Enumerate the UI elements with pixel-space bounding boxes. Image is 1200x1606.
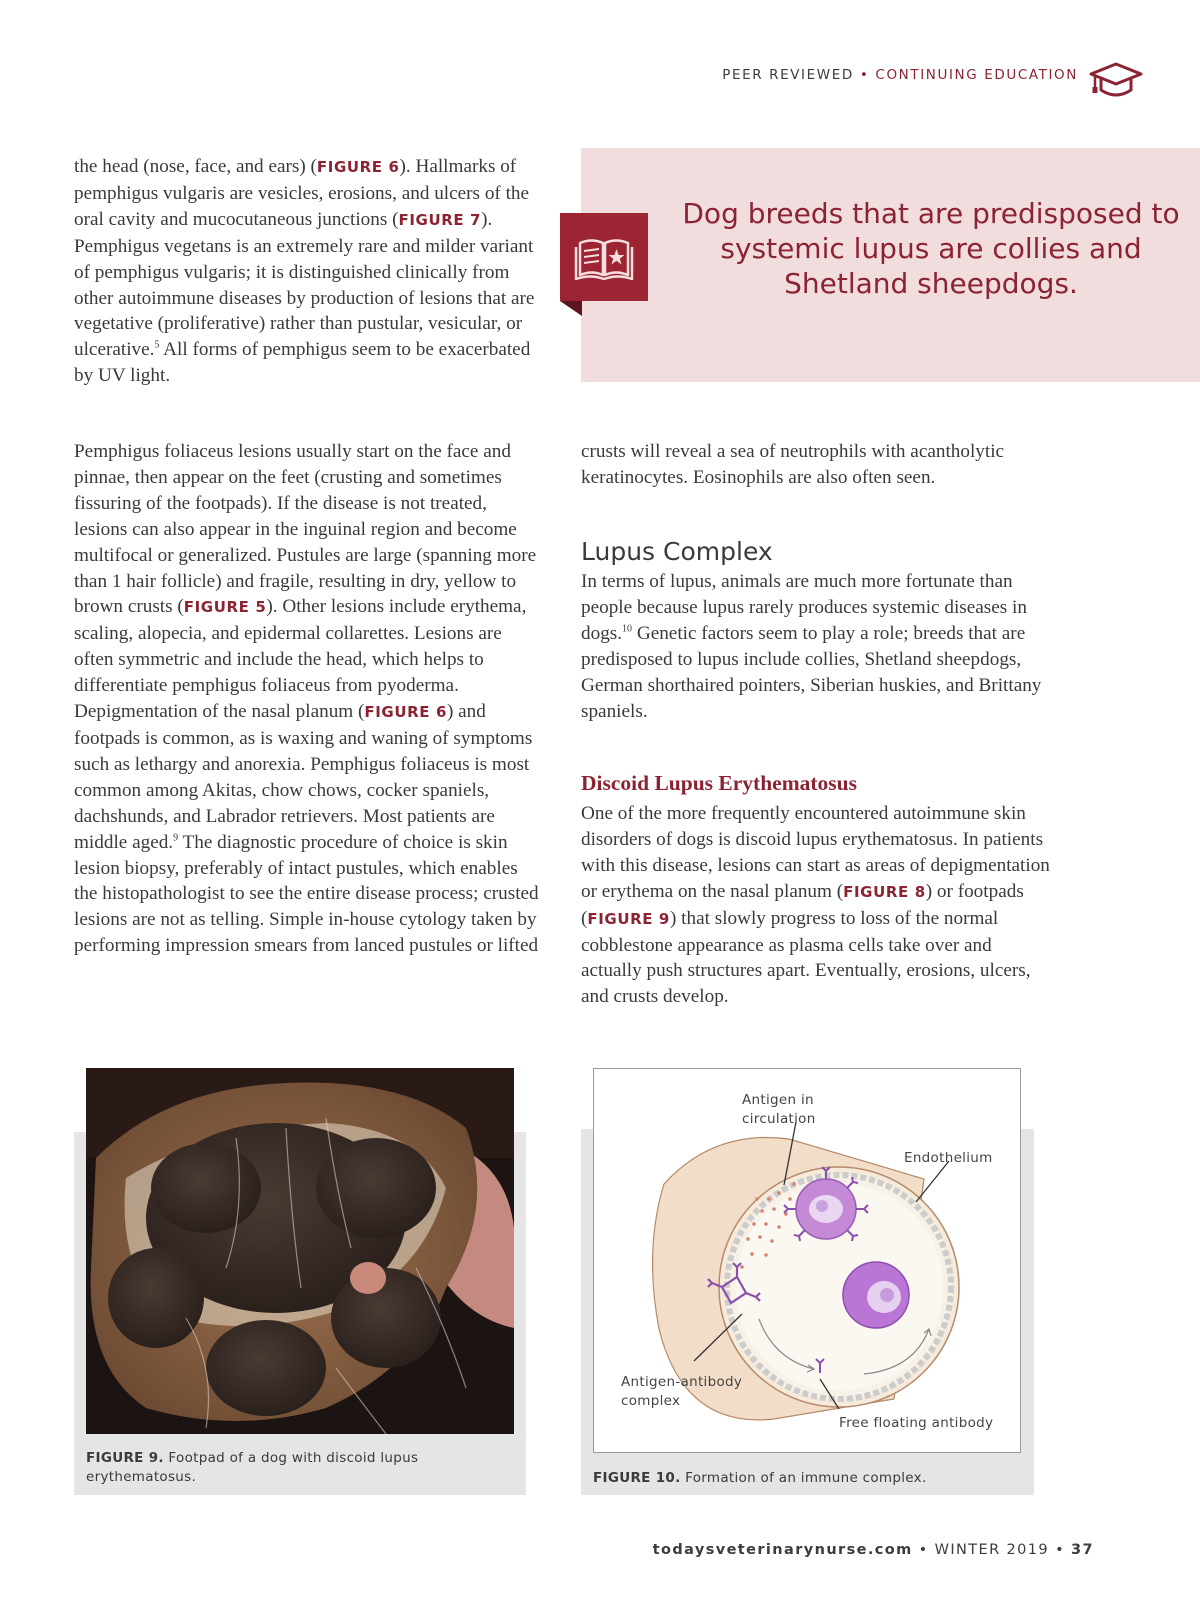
figure10-label: FIGURE 10. [593, 1470, 681, 1486]
label-antigen-antibody-complex [621, 1373, 742, 1411]
body-paragraph-discoid-lupus [581, 801, 1051, 1010]
pull-quote-badge [560, 213, 648, 301]
header-separator: • [859, 67, 870, 83]
label-complex-line2: complex [621, 1393, 681, 1409]
figure-reference: FIGURE 6 [316, 158, 400, 176]
text-run: Genetic factors seem to play a role; breeds that are predisposed to lupus include collies, Shetland sheepdogs, German shorthaired pointers, Siberian huskies, and Brittany spaniels. [581, 622, 1042, 722]
citation-superscript: 10 [622, 623, 633, 635]
footer-separator: • [918, 1542, 929, 1558]
text-run: the head (nose, face, and ears) ( [74, 156, 317, 177]
figure-reference: FIGURE 6 [364, 703, 447, 722]
graduation-cap-icon [1088, 60, 1144, 100]
page-footer [653, 1542, 1094, 1558]
text-run: ). Hallmarks of pemphigus vulgaris are vesicles, erosions, and ulcers of the oral cavity and mucocutaneous junctions ( [74, 156, 530, 230]
text-run: crusts will reveal a sea of neutrophils with acantholytic keratinocytes. Eosinophils are also often seen. [581, 441, 1005, 488]
text-run: All forms of pemphigus seem to be exacerbated by UV light. [74, 339, 531, 387]
text-run: One of the more frequently encountered autoimmune skin disorders of dogs is discoid lupus erythematosus. In patients with this disease, lesions can start as areas of depigmentation or erythema on the nasal planum ( [581, 803, 1050, 902]
text-run: ). Other lesions include erythema, scaling, alopecia, and epidermal collarettes. Lesions are often symmetric and include the head, which helps to differentiate pemphigus foliaceus from pyoderma. Depigmentation of the nasal planum ( [74, 596, 527, 723]
body-paragraph-pemphigus-vulgaris [74, 154, 544, 389]
pull-quote-badge-fold [560, 301, 582, 316]
pull-quote-box [581, 148, 1200, 382]
body-paragraph-crusts [581, 439, 1051, 491]
citation-superscript: 9 [173, 832, 179, 844]
text-run: Pemphigus foliaceus lesions usually start on the face and pinnae, then appear on the feet (crusting and sometimes fissuring of the footpads). If the disease is not treated, lesions can also appear in the inguinal region and become multifocal or generalized. Pustules are large (spanning more than 1 hair follicle) and fragile, resulting in dry, yellow to brown crusts ( [74, 441, 537, 618]
citation-superscript: 5 [154, 339, 160, 351]
footer-issue: WINTER 2019 [934, 1542, 1050, 1558]
figure9-caption-text: Footpad of a dog with discoid lupus erythematosus. [86, 1450, 419, 1485]
label-antigen-line1: Antigen in [742, 1092, 814, 1108]
peer-reviewed-label: PEER REVIEWED [722, 67, 854, 83]
footer-separator: • [1055, 1542, 1066, 1558]
text-run: ) and footpads is common, as is waxing and waning of symptoms such as lethargy and anorexia. Pemphigus foliaceus is most common among Akitas, chow chows, cocker spaniels, dachshunds, and Labrador retrievers. Most patients are middle aged. [74, 701, 533, 853]
label-antigen-line2: circulation [742, 1111, 816, 1127]
figure-reference: FIGURE 8 [843, 882, 926, 901]
label-complex-line1: Antigen-antibody [621, 1374, 743, 1390]
figure9-caption [86, 1449, 506, 1487]
figure10-diagram [593, 1068, 1021, 1453]
text-run: ) that slowly progress to loss of the normal cobblestone appearance as plasma cells take over and actually push structures apart. Eventually, erosions, ulcers, and crusts develop. [581, 907, 1031, 1008]
label-free-floating-antibody: Free floating antibody [839, 1415, 994, 1431]
label-endothelium: Endothelium [904, 1150, 993, 1166]
section-heading-lupus-complex: Lupus Complex [581, 537, 773, 566]
figure-reference: FIGURE 9 [587, 909, 670, 928]
text-run: ) or footpads ( [581, 880, 1024, 929]
figure10-caption [593, 1469, 1023, 1488]
page-header [0, 60, 1200, 100]
figure-reference: FIGURE 5 [183, 598, 267, 617]
figure-reference: FIGURE 7 [398, 210, 482, 229]
header-label [722, 67, 1078, 83]
text-run: ). Pemphigus vegetans is an extremely rare and milder variant of pemphigus vulgaris; it is distinguished clinically from other autoimmune diseases by production of lesions that are vegetative (proliferative) rather than pustular, vesicular, or ulcerative. [74, 208, 535, 361]
dog-footpad-photo [86, 1068, 514, 1434]
text-run: The diagnostic procedure of choice is skin lesion biopsy, preferably of intact pustules, which enables the histopathologist to see the entire disease process; crusted lesions are not as telling. Simple in-house cytology taken by performing impression smears from lanced pustules or lifted [74, 831, 539, 957]
pull-quote-text: Dog breeds that are predisposed to systemic lupus are collies and Shetland sheepdogs. [682, 197, 1180, 300]
continuing-education-label: CONTINUING EDUCATION [875, 67, 1078, 83]
page-number: 37 [1071, 1542, 1094, 1558]
figure9-label: FIGURE 9. [86, 1450, 164, 1466]
label-antigen-in-circulation [742, 1091, 816, 1129]
section-heading-discoid-lupus: Discoid Lupus Erythematosus [581, 771, 857, 795]
text-run: In terms of lupus, animals are much more fortunate than people because lupus rarely produces systemic diseases in dogs. [581, 571, 1027, 644]
body-paragraph-pemphigus-foliaceus [74, 439, 544, 959]
footer-site: todaysveterinarynurse.com [652, 1542, 913, 1558]
body-paragraph-lupus [581, 569, 1051, 724]
figure10-caption-text: Formation of an immune complex. [685, 1470, 927, 1486]
immune-cell [843, 1262, 909, 1328]
book-star-icon [560, 213, 648, 301]
